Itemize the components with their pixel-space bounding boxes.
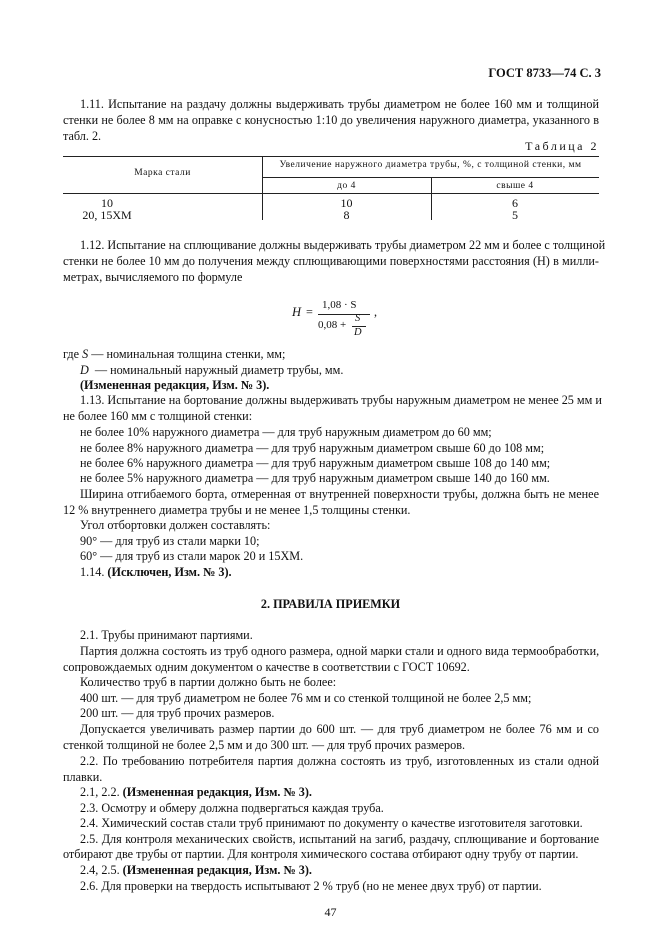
paragraph-2-2-line-1: 2.2. По требованию потребителя партия должна состоять из труб, изготовленных из стали одной xyxy=(80,754,599,768)
paragraph-2-1-line-2: Партия должна состоять из труб одного размера, одной марки стали и одного вида термообработки, xyxy=(80,644,600,658)
page-header: ГОСТ 8733—74 С. 3 xyxy=(488,66,601,80)
paragraph-1-13-line-8: 12 % внутреннего диаметра трубы и не менее 1,5 толщины стенки. xyxy=(63,503,411,517)
amendment-2-5-number: 2.4, 2.5. xyxy=(80,863,120,877)
formula-main-fraction-bar xyxy=(318,314,370,315)
formula-comma: , xyxy=(374,305,378,319)
paragraph-2-5-line-1: 2.5. Для контроля механических свойств, испытаний на загиб, раздачу, сплющивание и бортование xyxy=(80,832,599,846)
paragraph-1-12-line-2: стенки не более 10 мм до получения между сплющивающими поверхностями расстояния (H) в милли- xyxy=(63,254,599,268)
paragraph-1-14 xyxy=(80,564,232,580)
where-line-d xyxy=(80,362,343,378)
paragraph-1-13-line-9: Угол отбортовки должен составлять: xyxy=(80,518,271,532)
paragraph-1-13-line-10: 90° — для труб из стали марки 10; xyxy=(80,534,260,548)
formula-equals: = xyxy=(306,305,313,319)
paragraph-1-13-line-3: не более 10% наружного диаметра — для труб наружным диаметром до 60 мм; xyxy=(80,425,492,439)
paragraph-1-13-line-5: не более 6% наружного диаметра — для труб наружным диаметром свыше 108 до 140 мм; xyxy=(80,456,551,470)
paragraph-1-14-text: (Исключен, Изм. № 3). xyxy=(107,565,232,579)
paragraph-2-1-line-5: 400 шт. — для труб диаметром не более 76 мм и со стенкой толщиной не более 2,5 мм; xyxy=(80,691,532,705)
paragraph-1-14-number: 1.14. xyxy=(80,565,105,579)
page-number: 47 xyxy=(324,905,337,919)
paragraph-1-11-line-1: 1.11. Испытание на раздачу должны выдерживать трубы диаметром не более 160 мм и толщиной xyxy=(80,97,599,111)
paragraph-1-13-line-11: 60° — для труб из стали марок 20 и 15ХМ. xyxy=(80,549,304,563)
where-s-text: — номинальная толщина стенки, мм; xyxy=(91,347,286,361)
symbol-s: S xyxy=(82,347,89,361)
table-row-2-over: 5 xyxy=(512,208,518,222)
where-d-text: — номинальный наружный диаметр трубы, мм. xyxy=(94,363,344,377)
paragraph-2-1-line-6: 200 шт. — для труб прочих размеров. xyxy=(80,706,275,720)
paragraph-1-13-line-6: не более 5% наружного диаметра — для труб наружным диаметром свыше 140 до 160 мм. xyxy=(80,471,550,485)
paragraph-2-1-line-8: стенкой толщиной не более 2,5 мм и до 300 шт. — для труб прочих размеров. xyxy=(63,738,466,752)
paragraph-2-1-line-3: сопровождаемых одним документом о качестве в соответствии с ГОСТ 10692. xyxy=(63,660,470,674)
formula-lhs: H xyxy=(292,305,302,319)
paragraph-1-12-line-1: 1.12. Испытание на сплющивание должны выдерживать трубы диаметром 22 мм и более с толщиной xyxy=(80,238,606,252)
paragraph-2-1-line-7: Допускается увеличивать размер партии до 600 шт. — для труб диаметром не более 76 мм и со xyxy=(80,722,599,736)
formula-flattening-distance xyxy=(288,296,408,346)
paragraph-1-13-line-1: 1.13. Испытание на бортование должны выдерживать трубы наружным диаметром не менее 25 мм и xyxy=(80,393,602,407)
formula-denominator-left: 0,08 + xyxy=(318,319,347,331)
table-header-bottom-rule xyxy=(63,193,599,194)
table-row-2-upto: 8 xyxy=(343,208,350,222)
paragraph-2-2-line-2: плавки. xyxy=(63,770,103,784)
amendment-2-2-text: (Измененная редакция, Изм. № 3). xyxy=(122,785,312,799)
table-row-1-over: 6 xyxy=(512,196,518,210)
formula-numerator: 1,08 · S xyxy=(322,299,357,311)
formula-inner-denominator: D xyxy=(354,327,362,338)
amendment-note-2-1-2-2 xyxy=(80,784,312,800)
table-row-2-grade: 20, 15ХМ xyxy=(82,208,132,222)
table-header-upto: до 4 xyxy=(337,181,356,191)
amendment-note-1-12: (Измененная редакция, Изм. № 3). xyxy=(80,378,270,392)
paragraph-1-13-line-2: не более 160 мм с толщиной стенки: xyxy=(63,409,253,423)
symbol-d: D xyxy=(80,363,89,377)
amendment-note-2-4-2-5 xyxy=(80,862,312,878)
table-top-rule xyxy=(63,156,599,157)
table-caption: Таблица 2 xyxy=(525,139,599,153)
amendment-2-5-text: (Измененная редакция, Изм. № 3). xyxy=(122,863,312,877)
table-header-grade: Марка стали xyxy=(134,168,191,178)
table-header-group: Увеличение наружного диаметра трубы, %, с толщиной стенки, мм xyxy=(279,160,582,170)
paragraph-1-11-line-3: табл. 2. xyxy=(63,129,102,143)
formula-inner-numerator: S xyxy=(355,313,361,324)
paragraph-1-13-line-4: не более 8% наружного диаметра — для труб наружным диаметром свыше 60 до 108 мм; xyxy=(80,441,545,455)
paragraph-2-1-line-4: Количество труб в партии должно быть не более: xyxy=(80,675,337,689)
amendment-2-2-number: 2.1, 2.2. xyxy=(80,785,120,799)
paragraph-2-4: 2.4. Химический состав стали труб принимают по документу о качестве изготовителя заготовки. xyxy=(80,816,583,830)
section-2-title: 2. ПРАВИЛА ПРИЕМКИ xyxy=(260,597,401,611)
paragraph-1-11-line-2: стенки не более 8 мм на оправке с конусностью 1:10 до увеличения наружного диаметра, указанного в xyxy=(63,113,599,127)
paragraph-1-12-line-3: метрах, вычисляемого по формуле xyxy=(63,270,243,284)
table-row-1-grade: 10 xyxy=(101,196,113,210)
paragraph-2-6: 2.6. Для проверки на твердость испытывают 2 % труб (но не менее двух труб) от партии. xyxy=(80,879,542,893)
paragraph-1-13-line-7: Ширина отгибаемого борта, отмеренная от внутренней поверхности трубы, должна быть не менее xyxy=(80,487,599,501)
where-line-s: где S — номинальная толщина стенки, мм; xyxy=(63,347,286,361)
paragraph-2-3: 2.3. Осмотру и обмеру должна подвергаться каждая труба. xyxy=(80,801,384,815)
paragraph-2-1-line-1: 2.1. Трубы принимают партиями. xyxy=(80,628,253,642)
paragraph-2-5-line-2: отбирают две трубы от партии. Для контроля химического состава отбирают одну трубу от партии. xyxy=(63,847,579,861)
table-header-over: свыше 4 xyxy=(496,181,534,191)
table-row-1-upto: 10 xyxy=(340,196,353,210)
